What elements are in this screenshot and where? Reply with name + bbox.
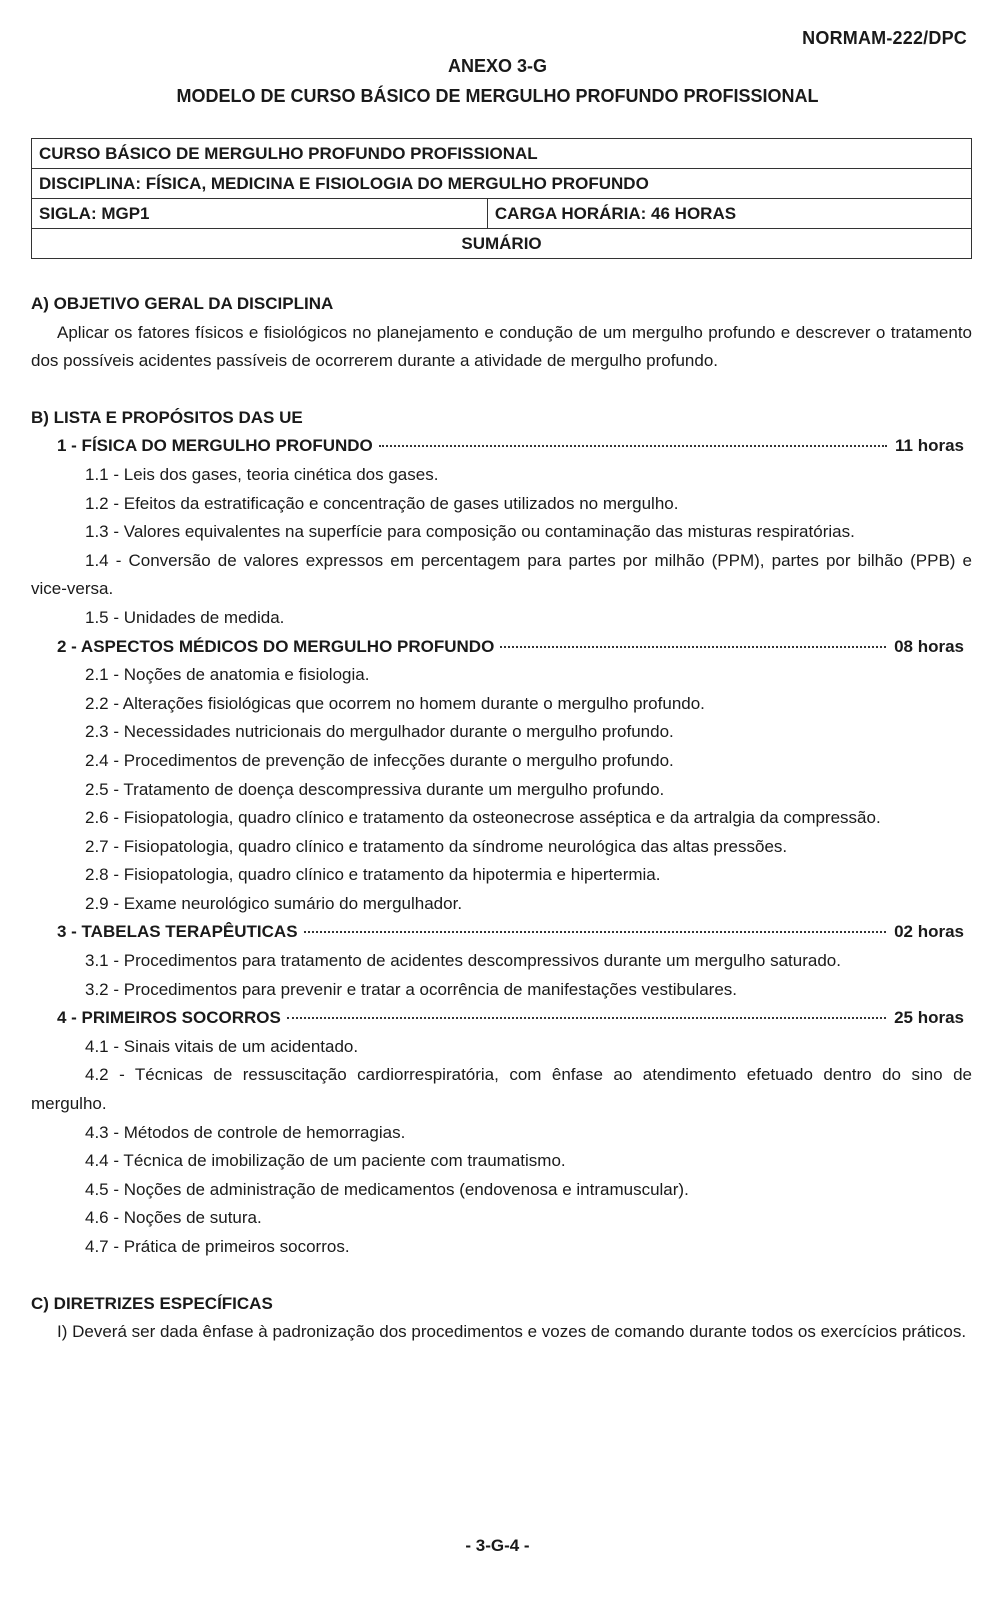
- list-item: 2.4 - Procedimentos de prevenção de infecções durante o mergulho profundo.: [85, 750, 674, 770]
- unit-hours: 02 horas: [894, 922, 964, 942]
- course-info-table: [31, 138, 972, 259]
- list-item: 2.9 - Exame neurológico sumário do mergulhador.: [85, 893, 463, 913]
- list-item: 4.3 - Métodos de controle de hemorragias.: [85, 1122, 406, 1142]
- unit-hours: 08 horas: [894, 636, 964, 656]
- list-item: 1.3 - Valores equivalentes na superfície para composição ou contaminação das misturas respiratórias.: [85, 522, 855, 542]
- list-item: 2.3 - Necessidades nutricionais do mergulhador durante o mergulho profundo.: [85, 722, 674, 742]
- course-name-cell: CURSO BÁSICO DE MERGULHO PROFUNDO PROFISSIONAL: [32, 139, 972, 169]
- dot-leader: [287, 1017, 886, 1019]
- unit-title: 3 - TABELAS TERAPÊUTICAS: [57, 922, 298, 942]
- unit-title: 1 - FÍSICA DO MERGULHO PROFUNDO: [57, 436, 373, 456]
- discipline-cell: DISCIPLINA: FÍSICA, MEDICINA E FISIOLOGIA DO MERGULHO PROFUNDO: [32, 169, 972, 199]
- unit-heading: [31, 918, 972, 947]
- acronym-cell: SIGLA: MGP1: [32, 199, 488, 229]
- list-item: 2.1 - Noções de anatomia e fisiologia.: [85, 665, 370, 685]
- dot-leader: [500, 646, 886, 648]
- section-c-text: I) Deverá ser dada ênfase à padronização dos procedimentos e vozes de comando durante todos os exercícios práticos.: [57, 1322, 967, 1342]
- list-item: 2.6 - Fisiopatologia, quadro clínico e tratamento da osteonecrose asséptica e da artralgia da compressão.: [85, 808, 881, 828]
- list-item: 4.1 - Sinais vitais de um acidentado.: [85, 1036, 359, 1056]
- list-item: 3.2 - Procedimentos para prevenir e tratar a ocorrência de manifestações vestibulares.: [85, 979, 737, 999]
- list-item: 4.4 - Técnica de imobilização de um paciente com traumatismo.: [85, 1151, 566, 1171]
- unit-hours: 11 horas: [895, 436, 964, 456]
- list-item: 1.2 - Efeitos da estratificação e concentração de gases utilizados no mergulho.: [85, 493, 679, 513]
- document-title: MODELO DE CURSO BÁSICO DE MERGULHO PROFUNDO PROFISSIONAL: [176, 86, 819, 106]
- unit-hours: 25 horas: [894, 1008, 964, 1028]
- section-b-title: B) LISTA E PROPÓSITOS DAS UE: [31, 407, 303, 427]
- list-item: 2.2 - Alterações fisiológicas que ocorrem no homem durante o mergulho profundo.: [85, 693, 705, 713]
- document-body: [31, 290, 972, 1347]
- section-c-title: C) DIRETRIZES ESPECÍFICAS: [31, 1293, 273, 1313]
- section-a-title: A) OBJETIVO GERAL DA DISCIPLINA: [31, 294, 334, 313]
- document-id: NORMAM-222/DPC: [802, 28, 967, 48]
- unit-2: [31, 633, 972, 919]
- unit-3: [31, 918, 972, 1004]
- unit-heading: [31, 1004, 972, 1033]
- list-item: 2.5 - Tratamento de doença descompressiva durante um mergulho profundo.: [85, 779, 665, 799]
- unit-heading: [31, 633, 972, 662]
- unit-title: 2 - ASPECTOS MÉDICOS DO MERGULHO PROFUNDO: [57, 636, 495, 656]
- workload-cell: CARGA HORÁRIA: 46 HORAS: [487, 199, 971, 229]
- annex-title: ANEXO 3-G: [447, 56, 548, 76]
- list-item: 1.5 - Unidades de medida.: [85, 607, 285, 627]
- unit-4: [31, 1004, 972, 1261]
- list-item: 4.2 - Técnicas de ressuscitação cardiorrespiratória, com ênfase ao atendimento efetuado dentro do sino de mergulho.: [31, 1065, 972, 1114]
- dot-leader: [304, 931, 887, 933]
- list-item: 4.6 - Noções de sutura.: [85, 1208, 262, 1228]
- list-item: 1.4 - Conversão de valores expressos em percentagem para partes por milhão (PPM), partes por bilhão (PPB) e vice-versa.: [31, 550, 972, 599]
- list-item: 3.1 - Procedimentos para tratamento de acidentes descompressivos durante um mergulho saturado.: [85, 951, 841, 971]
- unit-heading: [31, 432, 972, 461]
- list-item: 2.8 - Fisiopatologia, quadro clínico e tratamento da hipotermia e hipertermia.: [85, 865, 661, 885]
- list-item: 4.5 - Noções de administração de medicamentos (endovenosa e intramuscular).: [85, 1179, 689, 1199]
- unit-title: 4 - PRIMEIROS SOCORROS: [57, 1008, 281, 1028]
- section-a-text: Aplicar os fatores físicos e fisiológicos no planejamento e condução de um mergulho profundo e descrever o tratamento dos possíveis acidentes passíveis de ocorrerem durante a atividade de mergulho profundo.: [31, 322, 972, 371]
- summary-cell: SUMÁRIO: [32, 229, 972, 259]
- list-item: 4.7 - Prática de primeiros socorros.: [85, 1237, 350, 1256]
- unit-1: [31, 432, 972, 632]
- page-number: - 3-G-4 -: [465, 1536, 530, 1555]
- list-item: 1.1 - Leis dos gases, teoria cinética dos gases.: [85, 464, 439, 484]
- list-item: 2.7 - Fisiopatologia, quadro clínico e tratamento da síndrome neurológica das altas pressões.: [85, 836, 788, 856]
- dot-leader: [379, 445, 887, 447]
